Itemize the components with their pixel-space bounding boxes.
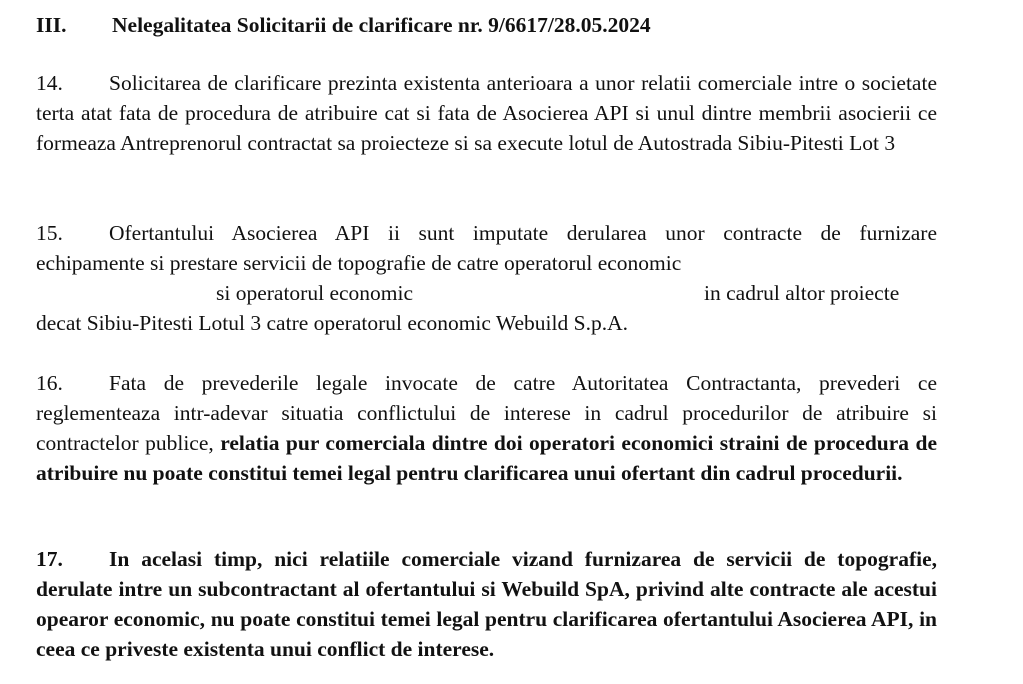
- paragraph-bold-text: In acelasi timp, nici relatiile comerciale vizand furnizarea de servicii de topografie, derulate intre un subcontractant al ofertantului si Webuild SpA, privind alte contracte ale acestui opearor economic, nu poate constitui temei legal pentru clarificarea ofertantului Asocierea API, in ceea ce priveste existenta unui conflict de interese.: [36, 547, 937, 661]
- paragraph-16: [36, 368, 937, 488]
- paragraph-text: Fata de prevederile legale invocate de catre Autoritatea Contractanta, prevederi ce reglementeaza intr-adevar situatia conflictului de interese in cadrul procedurilor de atribuire si contractelor publice,: [36, 371, 937, 455]
- paragraph-line: [36, 278, 937, 308]
- paragraph-line: echipamente si prestare servicii de topografie de catre operatorul economic: [36, 251, 682, 275]
- section-heading: [36, 10, 651, 40]
- paragraph-15: [36, 218, 937, 338]
- paragraph-17: [36, 544, 937, 664]
- paragraph-number: 15.: [36, 221, 63, 245]
- section-number: III.: [36, 13, 67, 37]
- paragraph-bold-text: relatia pur comerciala dintre doi operatori economici straini de procedura de atribuire nu poate constitui temei legal pentru clarificarea unui ofertant din cadrul procedurii.: [36, 431, 937, 485]
- section-title: Nelegalitatea Solicitarii de clarificare nr. 9/6617/28.05.2024: [112, 13, 651, 37]
- paragraph-line: [36, 218, 937, 248]
- paragraph-text: in cadrul altor proiecte: [704, 281, 900, 305]
- paragraph-number: 14.: [36, 71, 63, 95]
- paragraph-14: [36, 68, 937, 158]
- paragraph-text: Solicitarea de clarificare prezinta existenta anterioara a unor relatii comerciale intre o societate terta atat fata de procedura de atribuire cat si fata de Asocierea API si unul dintre membrii asocierii ce formeaza Antreprenorul contractat sa proiecteze si sa execute lotul de Autostrada Sibiu-Pitesti Lot 3: [36, 71, 937, 155]
- paragraph-line: decat Sibiu-Pitesti Lotul 3 catre operatorul economic Webuild S.p.A.: [36, 311, 628, 335]
- paragraph-text: Ofertantului Asocierea API ii sunt imputate derularea unor contracte de furnizare: [109, 221, 937, 245]
- paragraph-number: 16.: [36, 371, 63, 395]
- paragraph-number: 17.: [36, 547, 63, 571]
- paragraph-text: si operatorul economic: [216, 281, 414, 305]
